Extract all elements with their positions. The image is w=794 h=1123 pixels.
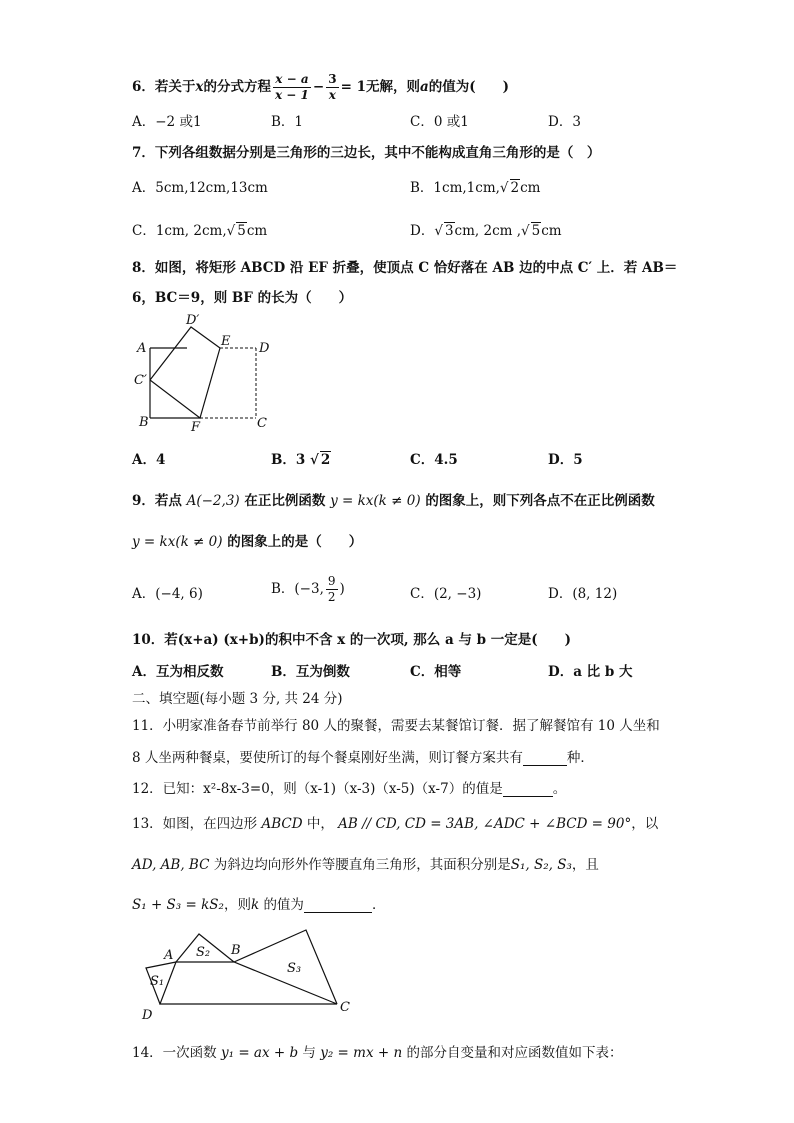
q12-stem: 12．已知：x²-8x-3=0，则（x-1)（x-3)（x-5)（x-7）的值是 。 <box>132 781 567 797</box>
q11-answer-blank[interactable] <box>523 765 567 766</box>
q7-option-d: D．√ 3cm, 2cm ,√ 5cm <box>410 223 562 239</box>
q8-stem-line2: 6，BC＝9，则 BF 的长为（ ） <box>132 290 353 306</box>
q9-option-b: B．(−3, $\frac{9}{2}$ ) <box>271 574 345 604</box>
q12-answer-blank[interactable] <box>503 796 553 797</box>
q10-option-a: A．互为相反数 <box>132 664 224 680</box>
q7-option-c: C．1cm, 2cm,√ 5cm <box>132 223 268 239</box>
q8-option-b: B．3 √ 2 <box>271 452 331 468</box>
q8-option-a: A．4 <box>132 452 166 468</box>
q13-stem-line1: 13．如图，在四边形 ABCD 中， AB // CD, CD = 3AB, ∠ADC + ∠BCD = 90°，以 <box>132 816 659 832</box>
q10-option-d: D．a 比 b 大 <box>548 664 633 680</box>
fig8-label-f: F <box>191 420 201 435</box>
fig13-label-b: B <box>231 943 241 958</box>
fig8-label-e: E <box>221 334 231 349</box>
fig13-label-c: C <box>340 1000 350 1015</box>
q10-stem: 10．若(x+a) (x+b)的积中不含 x 的一次项, 那么 a 与 b 一定是( ) <box>132 632 572 648</box>
q6-option-b: B．1 <box>271 114 304 130</box>
q6-option-d: D．3 <box>548 114 581 130</box>
section-fill-in-heading: 二、填空题(每小题 3 分, 共 24 分) <box>132 691 343 707</box>
q13-figure <box>132 922 362 1022</box>
q7-stem: 7．下列各组数据分别是三角形的三边长，其中不能构成直角三角形的是（ ） <box>132 145 601 161</box>
fig8-label-a: A <box>137 341 147 356</box>
q10-option-c: C．相等 <box>410 664 462 680</box>
q10-option-b: B．互为倒数 <box>271 664 350 680</box>
q14-stem: 14．一次函数 y₁ = ax + b 与 y₂ = mx + n 的部分自变量和对应函数值如下表： <box>132 1045 623 1061</box>
q6-option-a: A．−2 或1 <box>132 114 202 130</box>
q8-figure <box>128 310 278 435</box>
q8-stem-line1: 8．如图，将矩形 ABCD 沿 EF 折叠，使顶点 C 恰好落在 AB 边的中点 C′ 上．若 AB＝ <box>132 260 678 276</box>
fig8-label-c: C <box>257 416 267 431</box>
q13-stem-line3: S₁ + S₃ = kS₂，则k 的值为 ． <box>132 897 386 913</box>
fig8-label-d1: D′ <box>186 313 200 328</box>
q11-stem-line2: 8 人坐两种餐桌，要使所订的每个餐桌刚好坐满，则订餐方案共有 种． <box>132 750 594 766</box>
q9-stem-line2: y = kx(k ≠ 0) 的图象上的是（ ） <box>132 534 363 550</box>
fig13-label-s3: S₃ <box>287 961 302 976</box>
q11-stem-line1: 11．小明家准备春节前举行 80 人的聚餐，需要去某餐馆订餐．据了解餐馆有 10 人坐和 <box>132 718 660 734</box>
q7-option-a: A．5cm,12cm,13cm <box>132 180 268 196</box>
fig13-label-s1: S₁ <box>150 974 165 989</box>
fig8-label-c1: C′ <box>134 373 147 388</box>
fig13-label-d: D <box>142 1008 153 1022</box>
fig13-label-s2: S₂ <box>196 945 211 960</box>
q9-option-c: C．(2, −3) <box>410 586 482 602</box>
fig8-label-b: B <box>139 415 149 430</box>
q9-option-d: D．(8, 12) <box>548 586 618 602</box>
q13-answer-blank[interactable] <box>304 912 372 913</box>
q6-stem: 6．若关于x的分式方程 $\frac{x - a}{x - 1}$ − $\frac{3}{x}$ = 1无解，则a的值为( ) <box>132 72 509 102</box>
fig13-label-a: A <box>164 948 174 963</box>
q8-option-d: D．5 <box>548 452 583 468</box>
q9-option-a: A．(−4, 6) <box>132 586 203 602</box>
q6-option-c: C．0 或1 <box>410 114 469 130</box>
fig8-label-d: D <box>259 341 270 356</box>
q9-stem-line1: 9．若点 A(−2,3) 在正比例函数 y = kx(k ≠ 0) 的图象上，则下列各点不在正比例函数 <box>132 493 655 509</box>
q13-stem-line2: AD, AB, BC 为斜边均向形外作等腰直角三角形，其面积分别是S₁, S₂, S₃，且 <box>132 857 599 873</box>
q7-option-b: B．1cm,1cm,√ 2cm <box>410 180 541 196</box>
q8-option-c: C．4.5 <box>410 452 458 468</box>
